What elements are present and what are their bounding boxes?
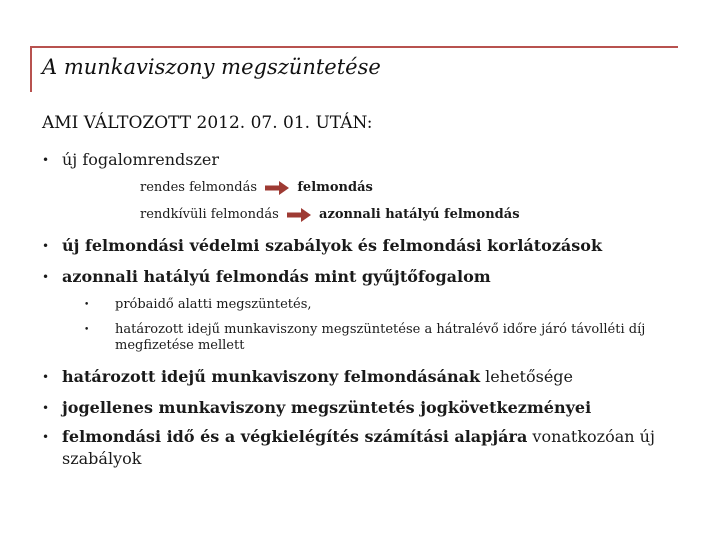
term-row-extraordinary [140, 207, 520, 222]
subbullet-dot: • [84, 325, 90, 335]
bullet-text: új fogalomrendszer [62, 150, 220, 169]
bullet-immediate-dismissal [42, 266, 491, 286]
term-row-ordinary [140, 180, 373, 195]
term-old: rendes felmondás [140, 180, 258, 195]
bullet-dot: • [42, 430, 50, 444]
term-new: azonnali hatályú felmondás [319, 207, 520, 222]
bullet-unlawful-termination [42, 397, 591, 417]
title-frame-left-line [30, 46, 32, 92]
bullet-notice-period-severance [42, 426, 682, 470]
subbullet-dot: • [84, 300, 90, 310]
bullet-dot: • [42, 400, 50, 415]
bullet-new-terminology [42, 149, 219, 169]
bullet-dot: • [42, 269, 50, 284]
subbullet-text: határozott idejű munkaviszony megszüntetése a hátralévő időre járó távolléti díj megfizetése mellett [115, 322, 646, 353]
bullet-text-normal: vonatkozóan új szabályok [62, 427, 655, 468]
bullet-text-bold: határozott idejű munkaviszony felmondásának [62, 367, 481, 386]
bullet-dot: • [42, 152, 50, 167]
bullet-text-bold: felmondási idő és a végkielégítés számítási alapjára [62, 427, 528, 446]
bullet-dot: • [42, 238, 50, 253]
bullet-dot: • [42, 369, 50, 384]
bullet-text: új felmondási védelmi szabályok és felmondási korlátozások [62, 236, 603, 255]
arrow-right-icon [265, 181, 289, 195]
bullet-dismissal-protection [42, 235, 602, 255]
bullet-text-normal: lehetősége [480, 367, 573, 386]
arrow-right-icon [287, 208, 311, 222]
bullet-text: jogellenes munkaviszony megszüntetés jogkövetkezményei [62, 398, 592, 417]
page-title: A munkaviszony megszüntetése [42, 55, 381, 79]
subbullet-text: próbaidő alatti megszüntetés, [115, 297, 312, 312]
bullet-text: azonnali hatályú felmondás mint gyűjtőfogalom [62, 267, 491, 286]
bullet-fixed-term-termination [42, 366, 573, 386]
term-old: rendkívüli felmondás [140, 207, 279, 222]
term-new: felmondás [297, 180, 373, 195]
section-subtitle: AMI VÁLTOZOTT 2012. 07. 01. UTÁN: [42, 113, 373, 133]
title-frame-top-line [30, 46, 678, 48]
